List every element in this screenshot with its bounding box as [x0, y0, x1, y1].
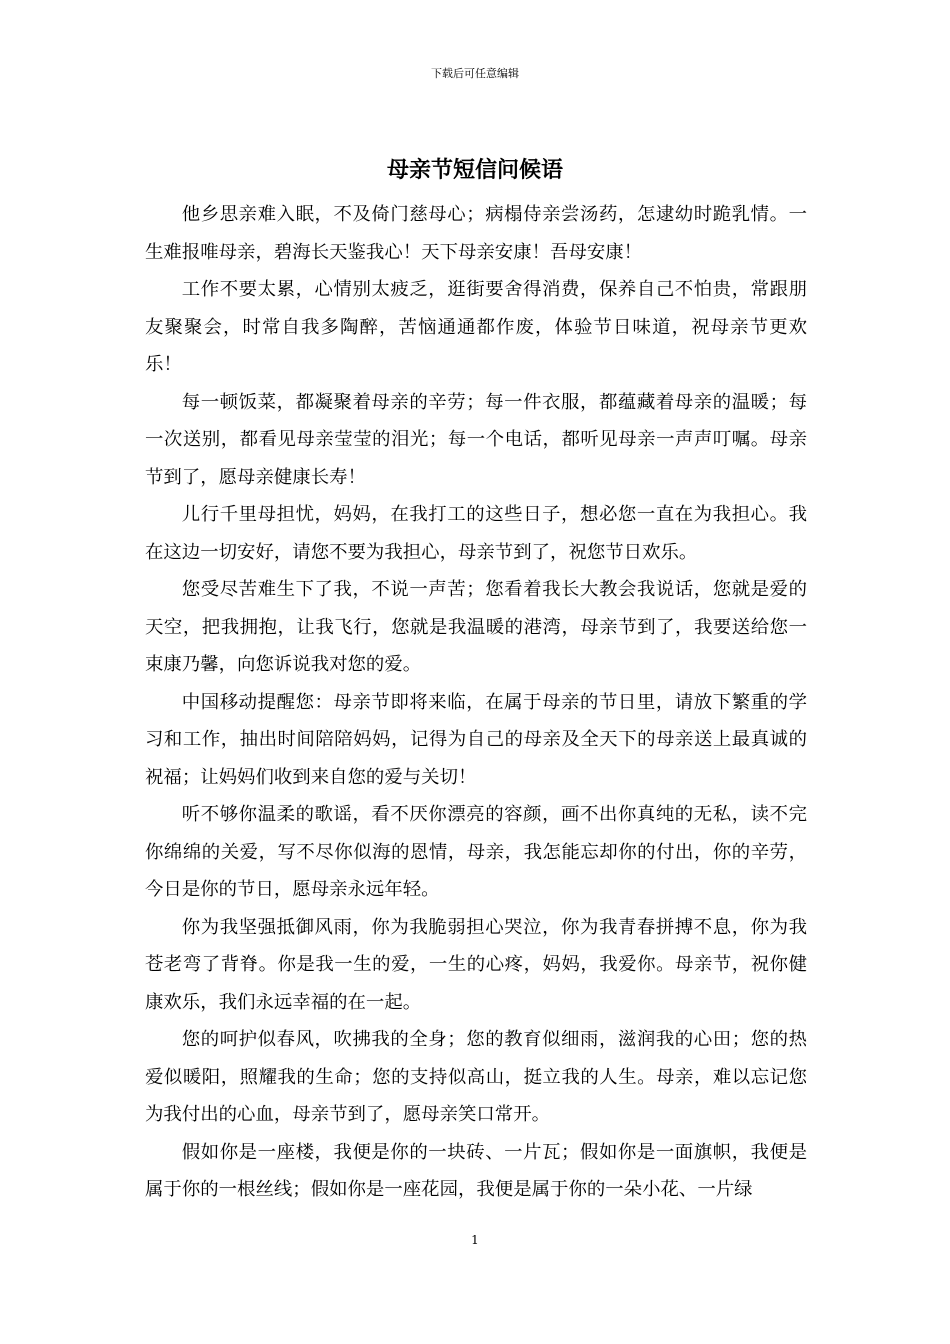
paragraph: 您受尽苦难生下了我，不说一声苦；您看着我长大教会我说话，您就是爱的天空，把我拥抱，让我飞行，您就是我温暖的港湾，母亲节到了，我要送给您一束康乃馨，向您诉说我对您的爱。: [145, 579, 807, 675]
page-number: 1: [471, 1233, 479, 1247]
paragraph: 儿行千里母担忧，妈妈，在我打工的这些日子，想必您一直在为我担心。我在这边一切安好，请您不要为我担心，母亲节到了，祝您节日欢乐。: [145, 504, 807, 563]
paragraph: 工作不要太累，心情别太疲乏，逛街要舍得消费，保养自己不怕贵，常跟朋友聚聚会，时常自我多陶醉，苦恼通通都作废，体验节日味道，祝母亲节更欢乐！: [145, 279, 807, 375]
paragraph: 您的呵护似春风，吹拂我的全身；您的教育似细雨，滋润我的心田；您的热爱似暖阳，照耀我的生命；您的支持似高山，挺立我的人生。母亲，难以忘记您为我付出的心血，母亲节到了，愿母亲笑口常开。: [145, 1029, 807, 1125]
paragraph: 听不够你温柔的歌谣，看不厌你漂亮的容颜，画不出你真纯的无私，读不完你绵绵的关爱，写不尽你似海的恩情，母亲，我怎能忘却你的付出，你的辛劳，今日是你的节日，愿母亲永远年轻。: [145, 804, 807, 900]
document-body: [145, 196, 807, 1209]
paragraph: 中国移动提醒您：母亲节即将来临，在属于母亲的节日里，请放下繁重的学习和工作，抽出时间陪陪妈妈，记得为自己的母亲及全天下的母亲送上最真诚的祝福；让妈妈们收到来自您的爱与关切！: [145, 691, 807, 788]
document-title: 母亲节短信问候语: [386, 157, 563, 183]
paragraph: 你为我坚强抵御风雨，你为我脆弱担心哭泣，你为我青春拼搏不息，你为我苍老弯了背脊。你是我一生的爱，一生的心疼，妈妈，我爱你。母亲节，祝你健康欢乐，我们永远幸福的在一起。: [145, 916, 807, 1013]
paragraph: 每一顿饭菜，都凝聚着母亲的辛劳；每一件衣服，都蕴藏着母亲的温暖；每一次送别，都看见母亲莹莹的泪光；每一个电话，都听见母亲一声声叮嘱。母亲节到了，愿母亲健康长寿！: [145, 391, 807, 488]
page-header: 下载后可任意编辑: [431, 67, 519, 80]
paragraph: 他乡思亲难入眠，不及倚门慈母心；病榻侍亲尝汤药，怎逮幼时跪乳情。一生难报唯母亲，碧海长天鉴我心！天下母亲安康！吾母安康！: [145, 204, 807, 263]
paragraph: 假如你是一座楼，我便是你的一块砖、一片瓦；假如你是一面旗帜，我便是属于你的一根丝线；假如你是一座花园，我便是属于你的一朵小花、一片绿: [145, 1141, 807, 1200]
